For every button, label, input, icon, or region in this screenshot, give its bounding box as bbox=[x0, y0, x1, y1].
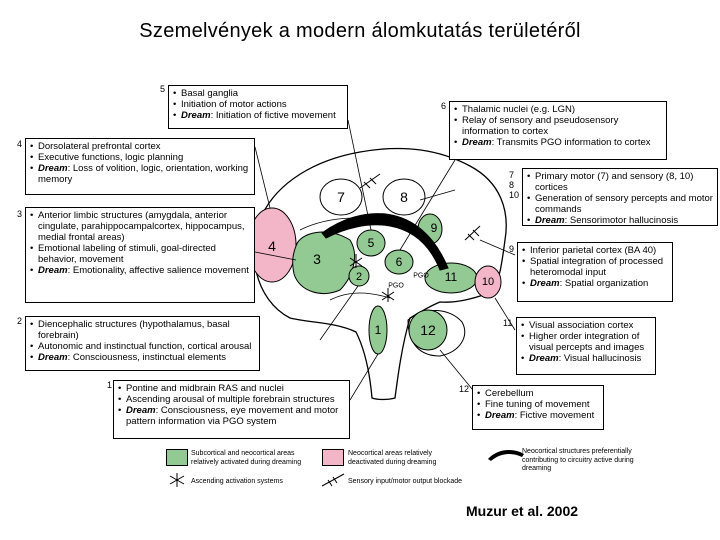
dream-text: : Sensorimotor hallucinosis bbox=[564, 215, 679, 226]
box-number: 9 bbox=[509, 244, 515, 254]
dream-label: Dream bbox=[530, 278, 560, 289]
dream-label: Dream bbox=[126, 405, 156, 416]
pgo-label: PGO bbox=[388, 282, 404, 290]
legend-preferential-arc-icon bbox=[486, 446, 526, 462]
region-label: 1 bbox=[374, 323, 382, 337]
box-dream-item bbox=[173, 110, 343, 121]
box-diencephalic-structures bbox=[25, 316, 260, 371]
box-item: • Cerebellum bbox=[477, 388, 599, 399]
region-label: 6 bbox=[395, 255, 403, 269]
region-label: 11 bbox=[444, 270, 458, 284]
box-prefrontal-cortex bbox=[25, 138, 255, 195]
dream-label: Dream bbox=[38, 265, 68, 276]
box-item: • Ascending arousal of multiple forebrain structures bbox=[118, 394, 345, 405]
legend-deactivated-label: Neocortical areas relatively deactivated during dreaming bbox=[348, 450, 437, 466]
box-number: 2 bbox=[17, 316, 23, 326]
box-item: • Initiation of motor actions bbox=[173, 99, 343, 110]
box-item: • Thalamic nuclei (e.g. LGN) bbox=[454, 104, 662, 115]
box-visual-association bbox=[516, 317, 656, 375]
page-title: Szemelvények a modern álomkutatás területéről bbox=[139, 20, 581, 42]
dream-text: : Transmits PGO information to cortex bbox=[491, 137, 651, 148]
box-item: • Emotional labeling of stimuli, goal-directed behavior, movement bbox=[30, 243, 250, 265]
box-number: 12 bbox=[459, 384, 470, 394]
dream-label: Dream bbox=[462, 137, 492, 148]
box-item: • Fine tuning of movement bbox=[477, 399, 599, 410]
legend-deactivated-swatch bbox=[322, 449, 344, 466]
box-number: 6 bbox=[441, 101, 447, 111]
dream-text: : Initiation of fictive movement bbox=[210, 110, 336, 121]
box-item: • Higher order integration of visual percepts and images bbox=[521, 331, 651, 353]
box-item: • Relay of sensory and pseudosensory information to cortex bbox=[454, 115, 662, 137]
box-basal-ganglia bbox=[168, 85, 348, 129]
dream-label: Dream bbox=[535, 215, 565, 226]
box-item: • Executive functions, logic planning bbox=[30, 152, 250, 163]
dream-text: : Spatial organization bbox=[559, 278, 649, 289]
dream-text: : Emotionality, affective salience movement bbox=[67, 265, 249, 276]
dream-text: : Fictive movement bbox=[514, 410, 595, 421]
box-parietal-cortex bbox=[517, 242, 673, 302]
region-label: 7 bbox=[337, 189, 345, 205]
region-label: 8 bbox=[400, 189, 408, 205]
legend-ascending-label: Ascending activation systems bbox=[191, 478, 283, 485]
sulcus-line bbox=[330, 293, 390, 300]
box-dream-item bbox=[118, 405, 345, 427]
region-label: 4 bbox=[268, 238, 276, 254]
box-item: • Basal ganglia bbox=[173, 88, 343, 99]
box-item: • Generation of sensory percepts and motor commands bbox=[527, 193, 713, 215]
box-dream-item bbox=[30, 265, 250, 276]
box-number: 5 bbox=[160, 84, 166, 94]
dream-text: : Consciousness, instinctual elements bbox=[67, 352, 226, 363]
dream-label: Dream bbox=[38, 163, 68, 174]
legend-activated-label: Subcortical and neocortical areas relatively activated during dreaming bbox=[191, 450, 302, 466]
dream-text: : Consciousness, eye movement and motor pattern information via PGO system bbox=[126, 405, 339, 427]
legend-preferential-label: Neocortical structures preferentially contributing to circuitry active during dreaming bbox=[522, 448, 634, 472]
box-motor-sensory-cortices bbox=[522, 168, 718, 226]
dream-label: Dream bbox=[485, 410, 515, 421]
box-number: 11 bbox=[503, 318, 513, 328]
box-item: • Primary motor (7) and sensory (8, 10) cortices bbox=[527, 171, 713, 193]
box-dream-item bbox=[527, 215, 713, 226]
box-item: • Pontine and midbrain RAS and nuclei bbox=[118, 383, 345, 394]
box-number: 1 bbox=[107, 380, 113, 390]
ascending-activation-icon bbox=[168, 472, 186, 488]
box-number: 4 bbox=[17, 139, 23, 149]
region-3 bbox=[293, 232, 355, 293]
region-label: 3 bbox=[313, 251, 321, 267]
box-item: • Autonomic and instinctual function, cortical arousal bbox=[30, 341, 255, 352]
box-dream-item bbox=[521, 353, 651, 364]
dream-text: : Loss of volition, logic, orientation, working memory bbox=[38, 163, 249, 185]
box-dream-item bbox=[522, 278, 668, 289]
box-dream-item bbox=[477, 410, 599, 421]
region-label: 9 bbox=[430, 221, 438, 235]
box-dream-item bbox=[30, 352, 255, 363]
box-pontine-midbrain bbox=[113, 380, 350, 439]
citation-credit: Muzur et al. 2002 bbox=[466, 503, 579, 519]
dream-label: Dream bbox=[529, 353, 559, 364]
box-thalamic-nuclei bbox=[449, 101, 667, 160]
legend-activated-swatch bbox=[166, 449, 188, 466]
blockade-arrow-icon bbox=[320, 472, 346, 488]
region-label: 2 bbox=[355, 271, 363, 283]
box-dream-item bbox=[454, 137, 662, 148]
box-item: • Anterior limbic structures (amygdala, anterior cingulate, parahippocampalcortex, hippocampus, medial frontal areas) bbox=[30, 210, 250, 243]
box-number: 7 8 10 bbox=[509, 170, 520, 200]
legend-blockade-label: Sensory input/motor output blockade bbox=[348, 478, 463, 485]
region-label: 10 bbox=[481, 276, 495, 288]
box-number: 3 bbox=[17, 209, 23, 219]
dream-text: : Visual hallucinosis bbox=[558, 353, 642, 364]
box-limbic-structures bbox=[25, 207, 255, 303]
pgo-label: PGO bbox=[413, 272, 429, 280]
box-item: • Inferior parietal cortex (BA 40) bbox=[522, 245, 668, 256]
region-label: 5 bbox=[367, 236, 375, 250]
box-item: • Visual association cortex bbox=[521, 320, 651, 331]
box-cerebellum bbox=[472, 385, 604, 430]
dream-label: Dream bbox=[181, 110, 211, 121]
box-item: • Dorsolateral prefrontal cortex bbox=[30, 141, 250, 152]
region-label: 12 bbox=[420, 322, 436, 338]
dream-label: Dream bbox=[38, 352, 68, 363]
box-item: • Diencephalic structures (hypothalamus, basal forebrain) bbox=[30, 319, 255, 341]
box-dream-item bbox=[30, 163, 250, 185]
box-item: • Spatial integration of processed heteromodal input bbox=[522, 256, 668, 278]
